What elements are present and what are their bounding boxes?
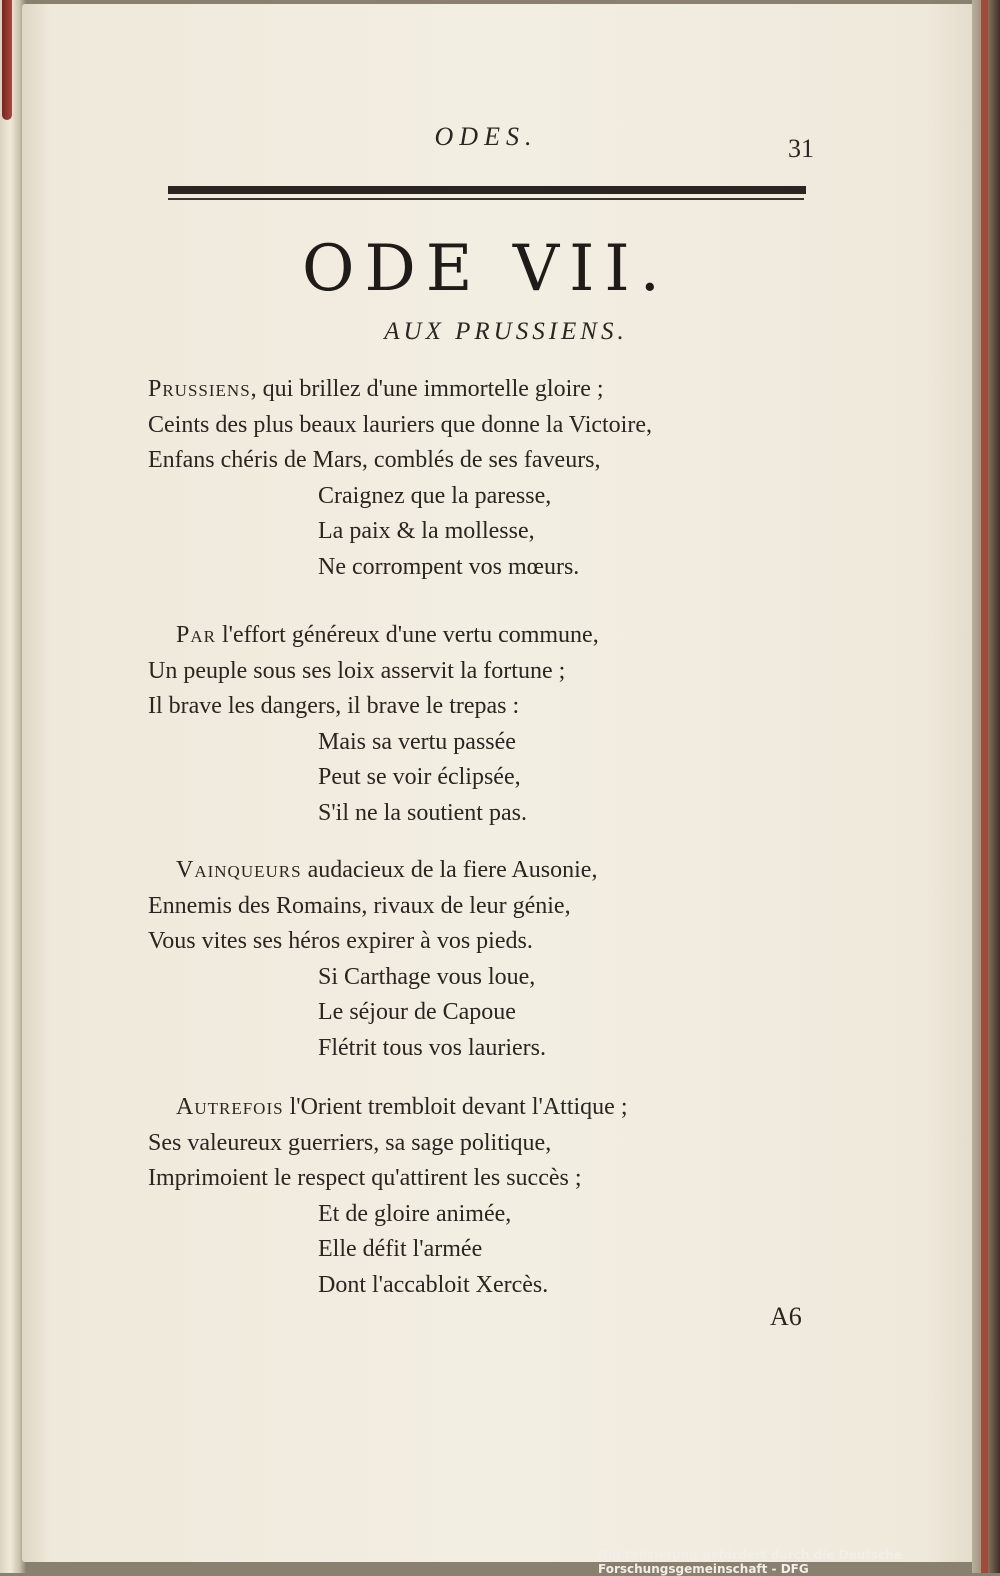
verse-line: Ceints des plus beaux lauriers que donne la Victoire, <box>148 411 652 438</box>
verse-line: Le séjour de Capoue <box>318 999 516 1025</box>
verse-line: Prussiens, qui brillez d'une immortelle gloire ; <box>148 376 604 402</box>
verse-line: Vous vites ses héros expirer à vos pieds. <box>148 928 533 954</box>
verse-line: Peut se voir éclipsée, <box>318 764 521 790</box>
verse-line: S'il ne la soutient pas. <box>318 799 527 826</box>
verse-line: Enfans chéris de Mars, comblés de ses faveurs, <box>148 447 601 473</box>
header-rule-thin <box>168 198 804 200</box>
red-edge <box>981 0 988 1573</box>
page-number: 31 <box>788 134 814 163</box>
binding-edge <box>2 0 12 120</box>
ode-subtitle: AUX PRUSSIENS. <box>384 318 628 345</box>
verse-line: Un peuple sous ses loix asservit la fortune ; <box>148 657 566 684</box>
verse-line: Dont l'accabloit Xercès. <box>318 1271 549 1298</box>
verse-line: Craignez que la paresse, <box>318 482 552 509</box>
verse-line: Autrefois l'Orient trembloit devant l'Attique ; <box>176 1094 628 1120</box>
catchword: A6 <box>770 1302 802 1331</box>
verse-line: Il brave les dangers, il brave le trepas : <box>148 693 520 719</box>
stanza-lead: Vainqueurs <box>176 857 302 883</box>
stanza-lead: Prussiens <box>148 376 251 402</box>
verse-line: Flétrit tous vos lauriers. <box>318 1034 546 1061</box>
stanza-1 <box>148 372 848 585</box>
ode-title: ODE VII. <box>302 232 670 306</box>
stanza-lead: Autrefois <box>176 1094 284 1120</box>
verse-line: Ennemis des Romains, rivaux de leur génie, <box>148 892 571 919</box>
verse-line: Ses valeureux guerriers, sa sage politique, <box>148 1129 552 1156</box>
verse-line: Et de gloire animée, <box>318 1200 512 1227</box>
verse-line: Par l'effort généreux d'une vertu commune, <box>176 622 599 648</box>
stanza-3 <box>148 853 848 1066</box>
page-edge <box>972 0 1000 1573</box>
stanza-4 <box>148 1090 848 1303</box>
verse-line: Si Carthage vous loue, <box>318 963 536 990</box>
verse-line: Ne corrompent vos mœurs. <box>318 553 580 580</box>
verse-line: Elle défit l'armée <box>318 1236 483 1262</box>
running-head: ODES. <box>434 122 538 151</box>
verse-line: Imprimoient le respect qu'attirent les succès ; <box>148 1165 582 1191</box>
verse-line: Mais sa vertu passée <box>318 728 516 755</box>
digitization-credit: Digitalisierung gefördert durch die Deutsche Forschungsgemeinschaft - DFG <box>598 1548 902 1576</box>
stanza-lead: Par <box>176 622 216 648</box>
verse-line: Vainqueurs audacieux de la fiere Ausonie, <box>176 857 598 883</box>
stanza-2 <box>148 618 848 831</box>
verse-line: La paix & la mollesse, <box>318 518 535 544</box>
header-rule <box>168 186 806 194</box>
